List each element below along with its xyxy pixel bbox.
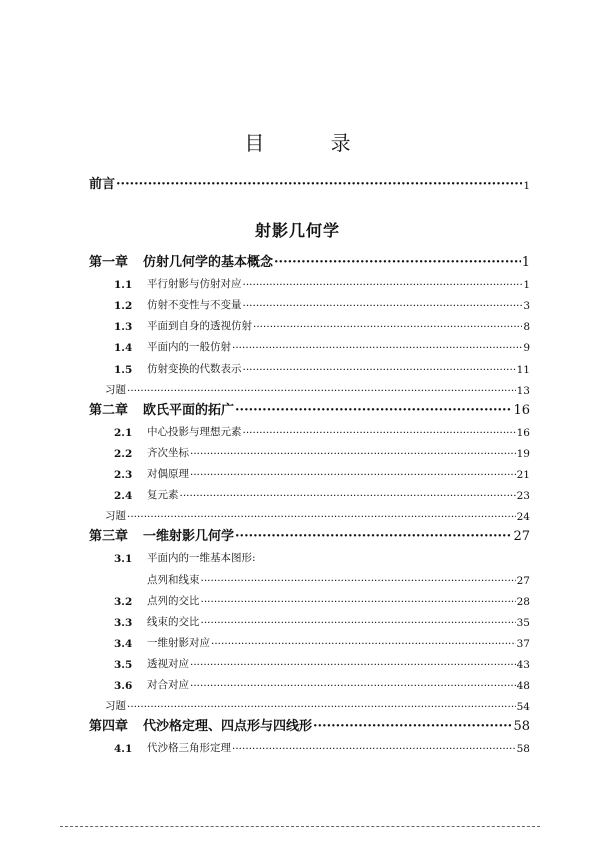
toc-entry-number: 3.1	[114, 553, 133, 566]
toc-entry-number: 第一章	[89, 255, 129, 270]
leader-dots	[116, 177, 522, 192]
toc-entry-page: 16	[513, 402, 530, 418]
leader-dots	[211, 638, 516, 650]
toc-entry-chapter[interactable]	[89, 714, 530, 734]
toc-entry-page: 1	[521, 255, 530, 270]
toc-entry-page: 1	[523, 279, 530, 292]
toc-entry-label: 习题	[105, 510, 126, 523]
toc-entry-sub[interactable]	[114, 271, 530, 291]
toc-entry-number: 2.4	[114, 490, 133, 503]
leader-dots	[190, 680, 516, 692]
toc-entry-page: 1	[523, 180, 530, 192]
toc-entry-number: 4.1	[114, 743, 133, 756]
toc-entry-number: 第四章	[89, 719, 129, 735]
toc-entry-label: 平行射影与仿射对应	[147, 278, 242, 291]
toc-entry-label: 中心投影与理想元素	[147, 425, 242, 438]
toc-entry-number: 3.5	[114, 658, 133, 671]
toc-entry-preface[interactable]	[89, 172, 530, 192]
toc-entry-page: 28	[516, 595, 530, 608]
toc-entry-page: 19	[516, 447, 530, 460]
toc-entry-page: 54	[516, 701, 530, 714]
toc-entry-page: 48	[516, 680, 530, 692]
toc-entry-page: 21	[516, 469, 530, 481]
toc-entry-label: 前言	[89, 177, 116, 192]
toc-entry-sub[interactable]	[114, 672, 530, 692]
leader-dots	[201, 575, 516, 587]
leader-dots	[127, 385, 516, 397]
toc-entry-sub[interactable]	[114, 630, 530, 650]
toc-entry-label: 点列的交比	[147, 594, 200, 607]
toc-entry-exercise[interactable]	[105, 503, 530, 523]
toc-entry-sub[interactable]	[114, 292, 530, 312]
leader-dots	[235, 403, 512, 418]
toc-entry-number: 1.5	[114, 363, 133, 376]
leader-dots	[127, 511, 516, 523]
toc-entry-label: 代沙格三角形定理	[147, 742, 231, 755]
toc-entry-page: 23	[516, 490, 530, 503]
toc-entry-number: 3.4	[114, 637, 133, 650]
section-title: 射影几何学	[254, 221, 340, 240]
toc-entry-number: 1.1	[114, 279, 133, 292]
toc-entry-number: 3.3	[114, 616, 133, 629]
leader-dots	[243, 364, 516, 376]
toc-entry-page: 27	[516, 574, 530, 587]
toc-entry-sub[interactable]	[114, 651, 530, 671]
toc-entry-label: 对偶原理	[147, 468, 189, 480]
toc-entry-page: 37	[516, 637, 530, 650]
toc-entry-sub[interactable]	[114, 313, 530, 333]
toc-entry-chapter[interactable]	[89, 398, 530, 418]
toc-entry-number: 2.1	[114, 426, 133, 439]
toc-entry-label: 线束的交比	[147, 615, 200, 628]
leader-dots	[190, 659, 516, 671]
toc-entry-page: 24	[516, 511, 530, 524]
leader-dots	[243, 427, 516, 439]
toc-entry-sub[interactable]	[114, 482, 530, 502]
toc-entry-sub[interactable]	[114, 735, 530, 755]
leader-dots	[313, 719, 512, 734]
toc-entry-page: 27	[513, 529, 530, 545]
toc-entry-page: 43	[516, 658, 530, 671]
leader-dots	[127, 701, 516, 713]
leader-dots	[235, 529, 512, 544]
toc-entry-page: 13	[516, 384, 530, 397]
leader-dots	[201, 596, 516, 608]
toc-entry-number: 1.4	[114, 342, 133, 355]
toc-entry-label: 对合对应	[147, 679, 189, 691]
toc-entry-number: 第二章	[89, 402, 129, 418]
toc-entry-label: 仿射变换的代数表示	[147, 362, 242, 375]
leader-dots	[180, 490, 516, 502]
toc-entry-chapter[interactable]	[89, 250, 530, 270]
page-title: 目 录	[244, 131, 381, 155]
toc-entry-exercise[interactable]	[105, 377, 530, 397]
leader-dots	[190, 469, 516, 481]
toc-entry-sub[interactable]	[114, 609, 530, 629]
leader-dots	[190, 448, 516, 460]
toc-entry-sub[interactable]	[114, 356, 530, 376]
toc-entry-label: 仿射几何学的基本概念	[143, 255, 274, 270]
leader-dots	[232, 342, 522, 354]
toc-entry-label: 平面内的一维基本图形:	[147, 552, 256, 565]
toc-entry-page: 16	[516, 426, 530, 439]
toc-entry-number: 2.3	[114, 469, 133, 481]
toc-entry-label: 一维射影对应	[147, 636, 210, 649]
leader-dots	[201, 617, 516, 629]
toc-entry-label: 点列和线束	[147, 573, 200, 586]
toc-entry-label: 欧氏平面的拓广	[143, 402, 235, 418]
toc-entry-label: 平面到自身的透视仿射	[147, 320, 252, 333]
toc-entry-label: 齐次坐标	[147, 446, 189, 459]
toc-entry-label: 透视对应	[147, 657, 189, 670]
toc-entry-page: 58	[516, 743, 530, 756]
leader-dots	[253, 321, 522, 333]
toc-entry-sub-cont[interactable]	[114, 567, 530, 587]
toc-entry-number: 第三章	[89, 529, 129, 545]
toc-entry-label: 习题	[105, 383, 126, 396]
toc-entry-number: 3.6	[114, 680, 133, 692]
toc-entry-page: 35	[516, 616, 530, 629]
toc-entry-page: 8	[523, 321, 530, 334]
toc-entry-label: 仿射不变性与不变量	[147, 299, 242, 312]
toc-entry-number: 1.3	[114, 321, 133, 334]
toc-entry-label: 习题	[105, 700, 126, 713]
toc-entry-sub[interactable]	[114, 419, 530, 439]
toc-entry-number: 3.2	[114, 595, 133, 608]
leader-dots	[243, 300, 523, 312]
toc-entry-number: 1.2	[114, 300, 133, 313]
toc-entry-page: 11	[516, 363, 530, 376]
toc-entry-page: 9	[523, 342, 530, 355]
bottom-divider	[60, 826, 540, 828]
toc-entry-sub[interactable]	[114, 588, 530, 608]
toc-entry-sub[interactable]	[114, 461, 530, 481]
toc-entry-chapter[interactable]	[89, 524, 530, 544]
toc-entry-label: 平面内的一般仿射	[147, 341, 231, 354]
toc-entry-sub-nodots[interactable]	[114, 545, 530, 565]
toc-entry-number: 2.2	[114, 447, 133, 460]
toc-entry-label: 代沙格定理、四点形与四线形	[143, 719, 313, 735]
toc-entry-page: 58	[513, 719, 530, 735]
toc-entry-sub[interactable]	[114, 334, 530, 354]
leader-dots	[232, 743, 516, 755]
toc-entry-label: 一维射影几何学	[143, 529, 235, 545]
leader-dots	[274, 255, 521, 270]
leader-dots	[243, 279, 523, 291]
toc-entry-sub[interactable]	[114, 440, 530, 460]
toc-entry-label: 复元素	[147, 489, 179, 502]
toc-entry-page: 3	[523, 300, 530, 313]
toc-entry-exercise[interactable]	[105, 693, 530, 713]
